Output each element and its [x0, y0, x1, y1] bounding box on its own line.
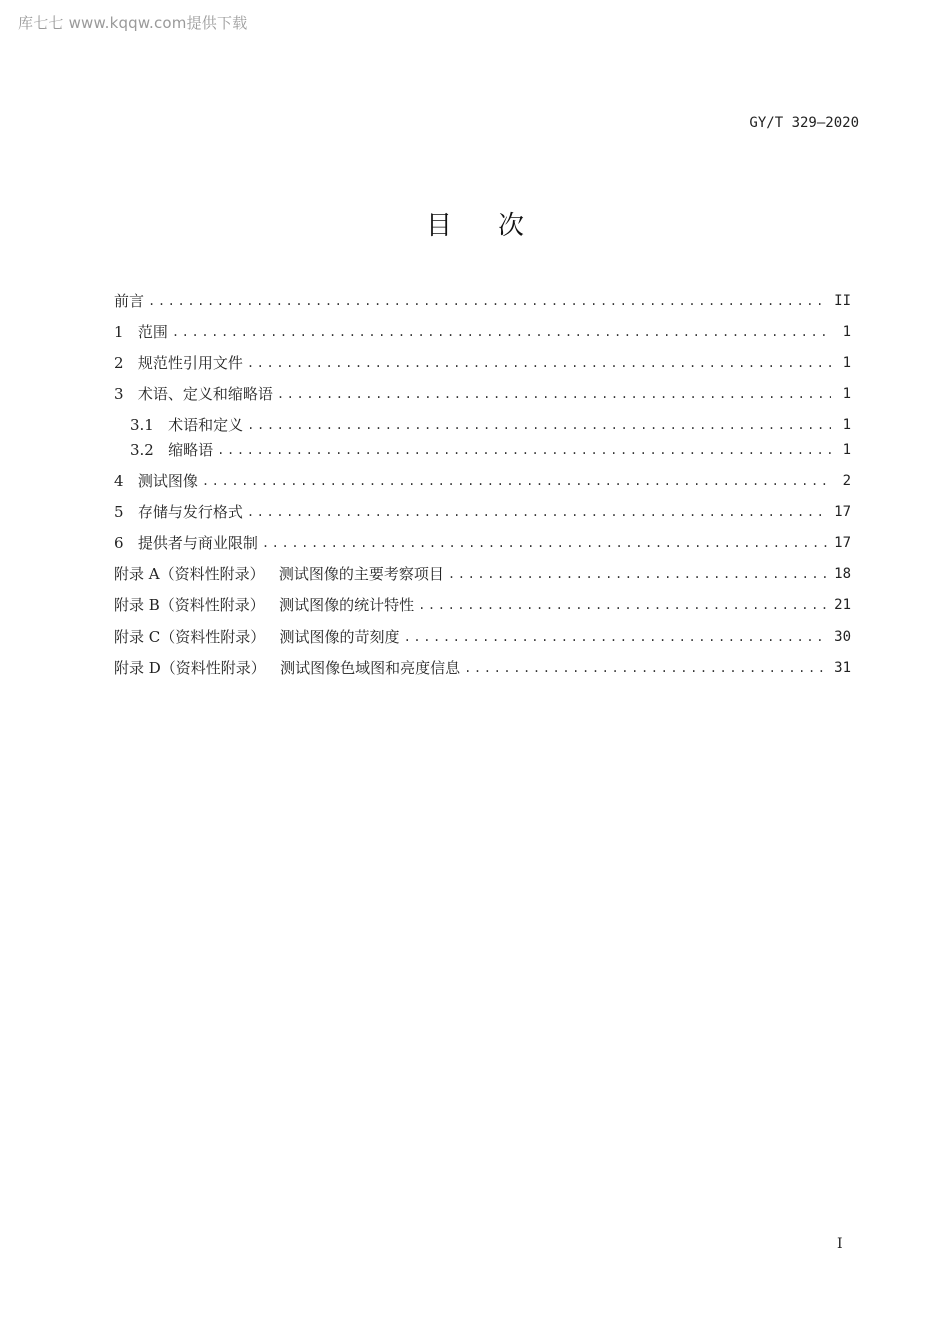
- toc-entry-page: 1: [842, 386, 851, 402]
- toc-entry-page: 31: [834, 660, 851, 676]
- toc-entry-providers[interactable]: [114, 528, 851, 552]
- toc-entry-page: 17: [834, 535, 851, 551]
- toc-entry-foreword[interactable]: [114, 286, 851, 310]
- toc-leader-dots: [262, 534, 828, 552]
- toc-entry-storage-format[interactable]: [114, 497, 851, 521]
- toc-leader-dots: [464, 659, 828, 677]
- toc-entry-annex-b[interactable]: [114, 590, 851, 614]
- toc-entry-label: 3 术语、定义和缩略语: [114, 385, 273, 403]
- toc-entry-annex-d[interactable]: [114, 653, 851, 677]
- toc-entry-terms-definitions[interactable]: [130, 410, 851, 434]
- toc-entry-label: 附录 D（资料性附录） 测试图像色域图和亮度信息: [114, 659, 461, 677]
- page-number: I: [837, 1236, 843, 1252]
- toc-entry-label: 5 存储与发行格式: [114, 503, 243, 521]
- document-code: GY/T 329—2020: [749, 115, 859, 131]
- toc-entry-page: 2: [842, 473, 851, 489]
- toc-entry-label: 3.1 术语和定义: [130, 416, 244, 434]
- toc-entry-label: 2 规范性引用文件: [114, 354, 243, 372]
- toc-leader-dots: [202, 472, 831, 490]
- toc-entry-label: 附录 C（资料性附录） 测试图像的苛刻度: [114, 628, 400, 646]
- toc-entry-label: 1 范围: [114, 323, 168, 341]
- watermark-text: 库七七 www.kqqw.com提供下载: [18, 14, 248, 32]
- toc-leader-dots: [448, 565, 828, 583]
- toc-entry-page: 1: [842, 355, 851, 371]
- toc-entry-normative-references[interactable]: [114, 348, 851, 372]
- toc-entry-abbreviations[interactable]: [130, 435, 851, 459]
- toc-entry-terms[interactable]: [114, 379, 851, 403]
- toc-entry-annex-a[interactable]: [114, 559, 851, 583]
- toc-leader-dots: [277, 385, 831, 403]
- toc-leader-dots: [172, 323, 831, 341]
- toc-entry-label: 附录 A（资料性附录） 测试图像的主要考察项目: [114, 565, 444, 583]
- toc-entry-page: 1: [842, 417, 851, 433]
- toc-entry-label: 附录 B（资料性附录） 测试图像的统计特性: [114, 596, 415, 614]
- toc-entry-page: 30: [834, 629, 851, 645]
- toc-entry-scope[interactable]: [114, 317, 851, 341]
- toc-entry-label: 3.2 缩略语: [130, 441, 214, 459]
- toc-leader-dots: [247, 354, 831, 372]
- toc-entry-annex-c[interactable]: [114, 622, 851, 646]
- toc-leader-dots: [217, 441, 831, 459]
- toc-leader-dots: [247, 503, 828, 521]
- toc-entry-page: 1: [842, 324, 851, 340]
- toc-entry-page: 17: [834, 504, 851, 520]
- toc-entry-page: II: [834, 293, 851, 309]
- toc-entry-test-images[interactable]: [114, 466, 851, 490]
- toc-entry-label: 前言: [114, 292, 145, 310]
- toc-entry-label: 4 测试图像: [114, 472, 198, 490]
- toc-leader-dots: [418, 596, 828, 614]
- toc-leader-dots: [404, 628, 829, 646]
- toc-entry-page: 18: [834, 566, 851, 582]
- toc-entry-page: 21: [834, 597, 851, 613]
- toc-title: 目次: [425, 211, 570, 241]
- toc-leader-dots: [148, 292, 828, 310]
- toc-entry-page: 1: [842, 442, 851, 458]
- toc-entry-label: 6 提供者与商业限制: [114, 534, 258, 552]
- toc-leader-dots: [247, 416, 831, 434]
